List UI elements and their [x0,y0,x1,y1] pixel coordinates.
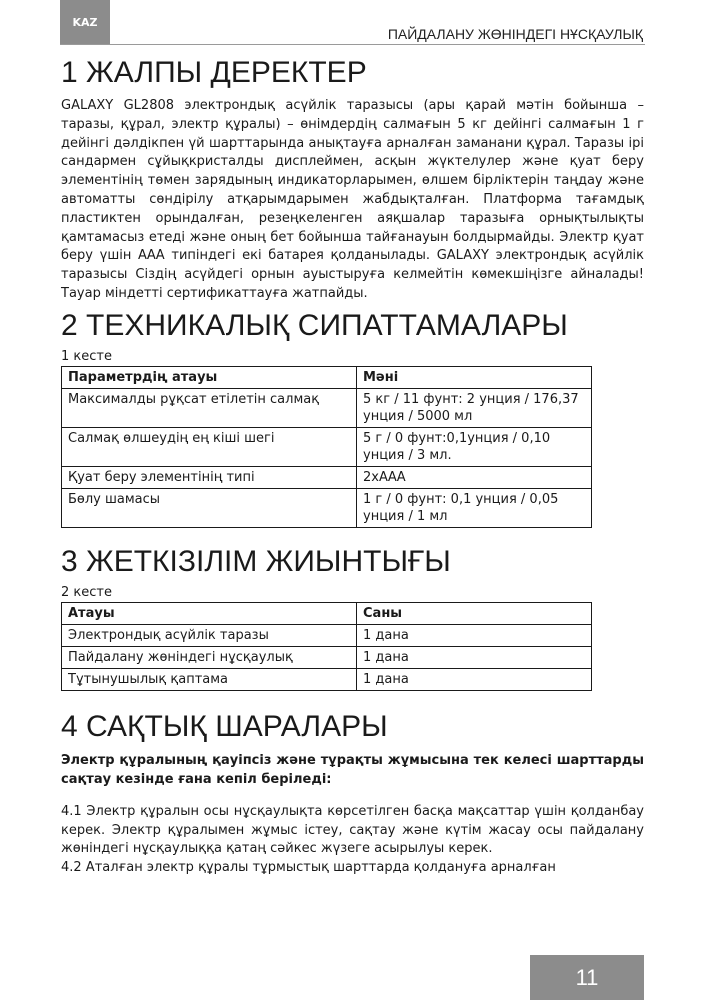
table-cell: 5 кг / 11 фунт: 2 унция / 176,37 унция / 5000 мл [357,388,592,427]
table-row [62,427,592,466]
table-cell: Пайдалану жөніндегі нұсқаулық [62,646,357,668]
header-title: ПАЙДАЛАНУ ЖӨНІНДЕГІ НҰСҚАУЛЫҚ [387,26,643,42]
page-number: 11 [530,955,644,1000]
table-cell: 1 дана [357,624,592,646]
table-row [62,646,592,668]
table-cell: Бөлу шамасы [62,488,357,527]
table-cell: 2хААА [357,466,592,488]
table-header-cell: Саны [357,602,592,624]
table-cell: 1 г / 0 фунт: 0,1 унция / 0,05 унция / 1 мл [357,488,592,527]
section-4-intro: Электр құралының қауіпсіз және тұрақты жұмысына тек келесі шарттарды сақтау кезінде ғана кепіл беріледі: [61,752,644,787]
table-cell: Тұтынушылық қаптама [62,668,357,690]
section-1-title: 1 ЖАЛПЫ ДЕРЕКТЕР [61,56,367,89]
section-4-item: 4.1 Электр құралын осы нұсқаулықта көрсетілген басқа мақсаттар үшін қолданбау керек. Электр құралымен жұмыс істеу, сақтау және күтім жасау осы пайдалану жөніндегі нұсқаулыққа қатаң сәйкес жүзеге асырылуы керек. [61,803,644,857]
table-2-caption: 2 кесте [61,584,112,600]
table-header-cell: Параметрдің атауы [62,366,357,388]
table-header-cell: Атауы [62,602,357,624]
table-row [62,624,592,646]
section-4-title: 4 САҚТЫҚ ШАРАЛАРЫ [61,709,388,743]
table-header-row [62,366,592,388]
table-header-row [62,602,592,624]
table-row [62,388,592,427]
section-4-item: 4.2 Аталған электр құралы тұрмыстық шарттарда қолдануға арналған [61,860,556,876]
table-cell: Электрондық асүйлік таразы [62,624,357,646]
header-divider [60,44,645,45]
table-cell: Салмақ өлшеудің ең кіші шегі [62,427,357,466]
table-cell: 1 дана [357,668,592,690]
section-1-body: GALAXY GL2808 электрондық асүйлік таразысы (ары қарай мәтін бойынша – таразы, құрал, электр құралы) – өнімдердің салмағын 5 кг дейінгі салмағын 1 г дейінгі дәлдікпен үй шарттарында анықтауға арналған заманани құрал. Таразы ірі сандармен сұйықкристалды дисплеймен, асқын жүктелулер және қуат беру элементінің төмен зарядының индикаторларымен, өлшем бірліктерін таңдау және автоматты сөндірілу атқарымдарымен жабдықталған. Платформа тағамдық пластиктен орындалған, резеңкеленген аяқшалар таразыға орнықтылықты қамтамасыз етеді және оның бет бойынша тайғанауын болдырмайды. Электр қуат беру үшін ААА типіндегі екі батарея қолданылады. GALAXY электрондық асүйлік таразысы Сіздің асүйдегі орнын ауыстыруға келмейтін көмекшіңізге айналады! Тауар міндетті сертификаттауға жатпайды. [61,98,644,301]
delivery-table [61,602,592,691]
page-content [61,55,644,878]
table-row [62,668,592,690]
table-1-caption: 1 кесте [61,348,112,364]
table-cell: Қуат беру элементінің типі [62,466,357,488]
table-row [62,466,592,488]
language-tab: KAZ [60,0,110,44]
table-cell: Максималды рұқсат етілетін салмақ [62,388,357,427]
table-cell: 5 г / 0 фунт:0,1унция / 0,10 унция / 3 мл. [357,427,592,466]
specs-table [61,366,592,528]
table-cell: 1 дана [357,646,592,668]
table-header-cell: Мәні [357,366,592,388]
table-row [62,488,592,527]
section-2-title: 2 ТЕХНИКАЛЫҚ СИПАТТАМАЛАРЫ [61,308,568,342]
section-3-title: 3 ЖЕТКІЗІЛІМ ЖИЫНТЫҒЫ [61,544,451,578]
